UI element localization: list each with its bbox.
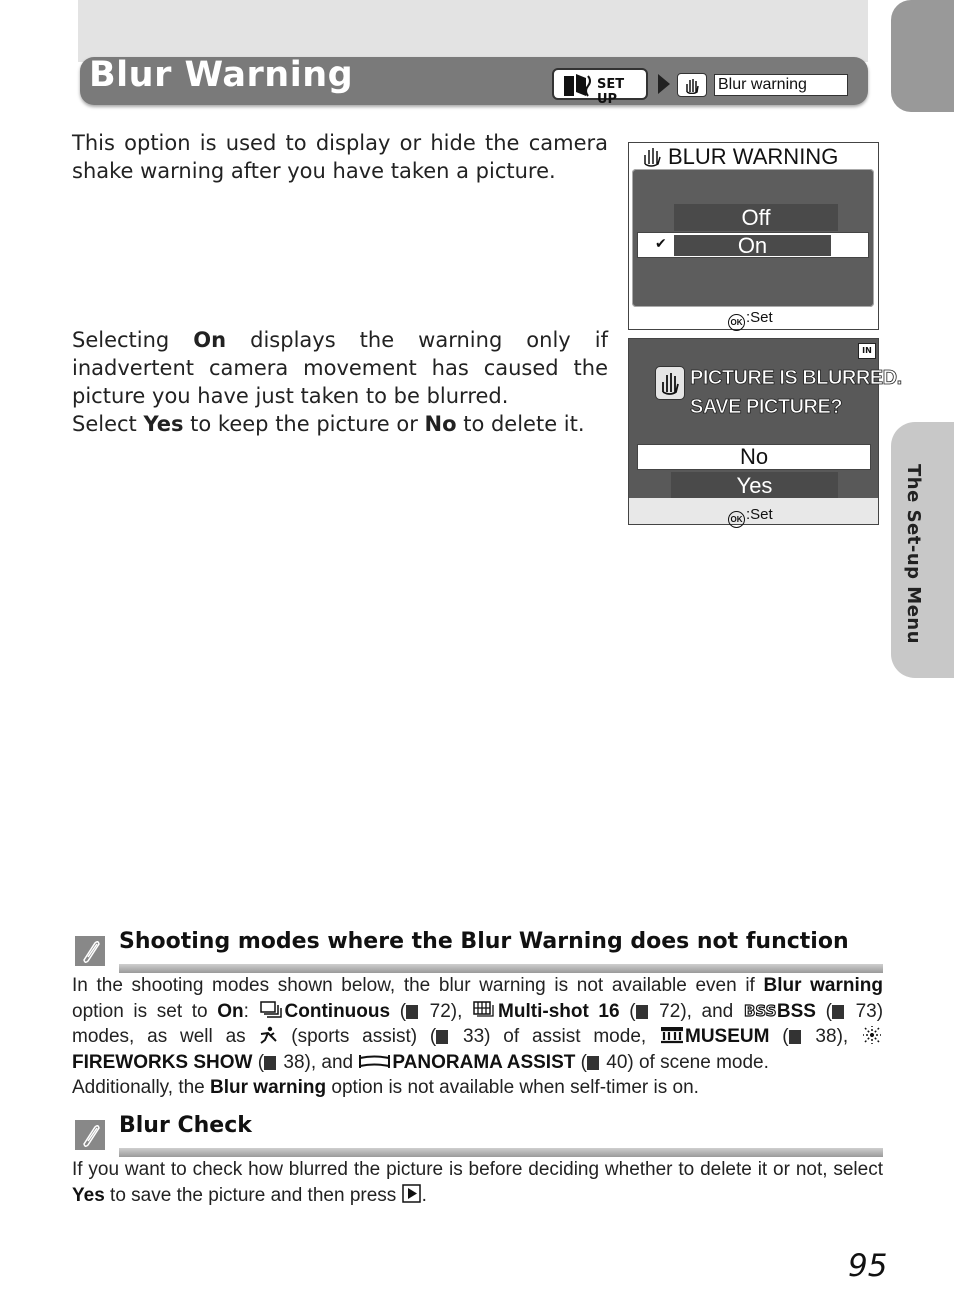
page-number: 95 [848, 1248, 888, 1284]
text: Additionally, the [72, 1077, 211, 1098]
hand-icon [640, 145, 664, 167]
page-ref-icon [436, 1030, 448, 1044]
bold-text: FIREWORKS SHOW [72, 1051, 253, 1073]
hand-icon [683, 76, 701, 94]
text: . [421, 1184, 427, 1206]
museum-icon [659, 1025, 685, 1045]
bold-text: PANORAMA ASSIST [392, 1051, 576, 1073]
text: ( [769, 1026, 789, 1047]
note-icon [75, 1120, 105, 1150]
bold-text: No [424, 412, 457, 436]
option-on[interactable]: On [674, 235, 831, 256]
note-title: Blur Check [119, 1113, 252, 1138]
ok-button-icon: OK [728, 314, 745, 331]
hand-warning-icon-box [655, 366, 685, 400]
note-rule [119, 1148, 883, 1157]
option-no[interactable]: No [637, 444, 871, 470]
bold-text: Continuous [284, 1000, 391, 1022]
bold-text: Blur warning [763, 975, 883, 996]
bold-text: Blur warning [210, 1077, 327, 1098]
text: : [243, 1000, 259, 1022]
text: (sports assist) ( [278, 1026, 437, 1047]
blur-message [690, 364, 902, 422]
panorama-assist-icon [358, 1051, 392, 1071]
option-yes[interactable]: Yes [671, 472, 838, 499]
text: displays the warning only if inadvertent camera movement has caused the picture you have just taken to be blurred. [72, 328, 608, 408]
multi-shot-icon [472, 1000, 498, 1020]
text: 73) modes, as well as [72, 1000, 884, 1047]
breadcrumb-hand-box [677, 73, 707, 97]
text: If you want to check how blurred the picture is before deciding whether to delete it or not, select [72, 1159, 883, 1180]
text: 40) of scene mode. [600, 1051, 769, 1073]
text: option is not available when self-timer is on. [326, 1077, 699, 1098]
bold-text: MUSEUM [685, 1026, 770, 1047]
text: 72), [420, 1000, 473, 1022]
bss-icon [743, 1000, 777, 1020]
section-tab-text: The Set-up Menu [903, 464, 924, 645]
page-ref-icon [789, 1030, 801, 1044]
page-ref-icon [264, 1056, 276, 1070]
page-ref-icon [406, 1005, 418, 1019]
text: ( [575, 1051, 587, 1073]
bold-text: BSS [776, 1000, 816, 1022]
setup-label: SET UP [597, 77, 625, 107]
text: to delete it. [456, 412, 585, 436]
text: to keep the picture or [183, 412, 425, 436]
text: ( [815, 1000, 832, 1022]
note-icon [75, 936, 105, 966]
message-line-2: SAVE PICTURE? [690, 396, 843, 418]
note-rule [119, 964, 883, 973]
set-label: :Set [746, 309, 773, 326]
svg-text:BSS: BSS [743, 1001, 777, 1020]
fireworks-icon [861, 1025, 883, 1045]
ok-set-hint [728, 309, 773, 331]
text: to save the picture and then press [104, 1184, 402, 1206]
screen-title: BLUR WARNING [668, 144, 839, 169]
text: In the shooting modes shown below, the blur warning is not available even if [72, 975, 764, 996]
header-background [78, 0, 868, 62]
page-ref-icon [636, 1005, 648, 1019]
ok-button-icon: OK [728, 511, 745, 528]
checkmark-icon: ✔ [655, 236, 667, 252]
bold-text: Yes [143, 412, 184, 436]
text: 72), and [649, 1000, 743, 1022]
setup-menu-breadcrumb [552, 68, 648, 107]
note-body [72, 1157, 883, 1208]
breadcrumb-arrow-icon [658, 74, 670, 94]
option-off[interactable]: Off [674, 204, 838, 231]
message-line-1: PICTURE IS BLURRED. [690, 367, 902, 389]
continuous-icon [259, 1000, 285, 1020]
sports-assist-icon [258, 1025, 278, 1045]
page-title: Blur Warning [89, 55, 354, 95]
text: ( [390, 1000, 407, 1022]
text: option is set to [72, 1000, 218, 1022]
text: ( [619, 1000, 636, 1022]
chapter-tab [891, 0, 954, 112]
text: 38), and [278, 1051, 359, 1073]
section-tab-label [903, 464, 933, 664]
bold-text: On [193, 328, 227, 352]
setup-menu-icon [562, 72, 596, 98]
text: 33) of assist mode, [450, 1026, 659, 1047]
text: Selecting [72, 328, 194, 352]
text: 38), [802, 1026, 861, 1047]
bold-text: Multi-shot 16 [498, 1000, 620, 1022]
intro-paragraph: This option is used to display or hide the camera shake warning after you have taken a picture. [72, 131, 608, 183]
bold-text: On [217, 1000, 244, 1022]
selecting-paragraph [72, 326, 608, 438]
page-ref-icon [587, 1056, 599, 1070]
note-title: Shooting modes where the Blur Warning does not function [119, 929, 849, 954]
ok-set-hint [728, 506, 773, 528]
set-label: :Set [746, 506, 773, 523]
internal-memory-icon: IN [858, 343, 876, 359]
hand-icon [659, 370, 681, 396]
text: Select [72, 412, 144, 436]
text: ( [252, 1051, 265, 1073]
note-body [72, 973, 883, 1101]
page-ref-icon [832, 1005, 844, 1019]
breadcrumb-blur-warning: Blur warning [714, 74, 848, 96]
playback-button-icon [402, 1184, 422, 1204]
bold-text: Yes [72, 1184, 105, 1206]
